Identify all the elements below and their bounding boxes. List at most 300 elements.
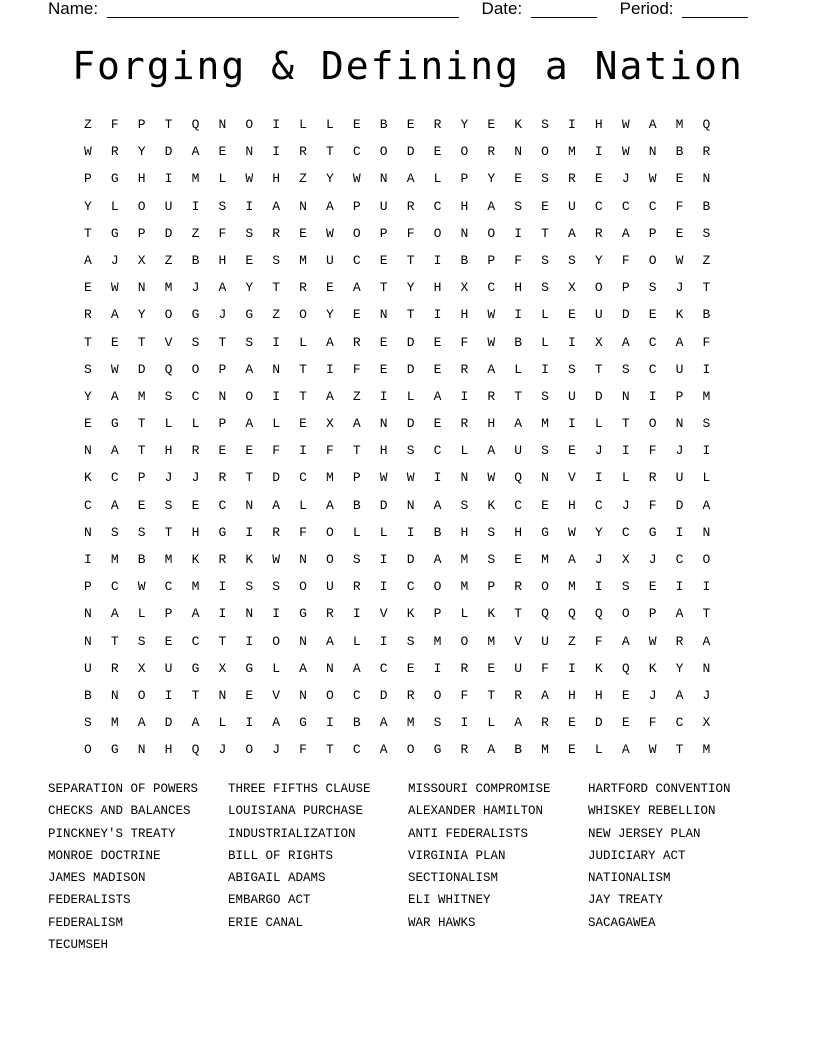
grid-letter[interactable]: M — [299, 252, 307, 268]
grid-letter[interactable]: Y — [487, 171, 496, 187]
grid-letter[interactable]: R — [514, 687, 523, 703]
grid-letter[interactable]: Z — [164, 252, 173, 268]
grid-letter[interactable]: C — [299, 470, 307, 486]
grid-letter[interactable]: A — [487, 443, 496, 459]
grid-letter[interactable]: A — [675, 606, 684, 622]
grid-letter[interactable]: A — [406, 171, 415, 187]
grid-letter[interactable]: M — [191, 579, 200, 595]
grid-letter[interactable]: R — [460, 416, 469, 432]
grid-letter[interactable]: E — [648, 307, 657, 323]
grid-letter[interactable]: N — [245, 606, 254, 622]
grid-letter[interactable]: S — [541, 280, 549, 296]
grid-letter[interactable]: S — [406, 633, 415, 649]
grid-letter[interactable]: W — [568, 524, 576, 540]
grid-letter[interactable]: P — [433, 606, 442, 622]
grid-letter[interactable]: N — [675, 416, 684, 432]
grid-letter[interactable]: B — [702, 307, 711, 323]
grid-letter[interactable]: V — [164, 334, 173, 350]
grid-letter[interactable]: Z — [84, 117, 92, 132]
grid-letter[interactable]: R — [433, 117, 442, 132]
grid-letter[interactable]: M — [164, 280, 173, 296]
grid-letter[interactable]: L — [352, 633, 361, 649]
grid-letter[interactable]: J — [594, 552, 603, 567]
grid-letter[interactable]: U — [164, 198, 173, 214]
grid-letter[interactable]: H — [191, 524, 200, 540]
grid-letter[interactable]: K — [648, 660, 657, 676]
grid-letter[interactable]: D — [675, 497, 684, 513]
grid-letter[interactable]: D — [406, 144, 415, 160]
grid-letter[interactable]: T — [675, 742, 684, 758]
grid-letter[interactable]: A — [621, 225, 630, 241]
grid-letter[interactable]: U — [675, 470, 684, 486]
grid-letter[interactable]: L — [541, 307, 549, 323]
grid-letter[interactable]: S — [272, 579, 281, 595]
grid-letter[interactable]: E — [568, 443, 576, 459]
grid-letter[interactable]: P — [621, 280, 630, 296]
grid-letter[interactable]: C — [218, 497, 227, 513]
grid-letter[interactable]: Q — [191, 117, 200, 132]
grid-letter[interactable]: L — [326, 117, 334, 132]
grid-letter[interactable]: X — [460, 280, 469, 296]
grid-letter[interactable]: F — [514, 252, 523, 268]
grid-letter[interactable]: A — [299, 660, 307, 676]
grid-letter[interactable]: W — [110, 361, 119, 377]
grid-letter[interactable]: W — [487, 334, 496, 350]
grid-letter[interactable]: S — [245, 579, 254, 595]
grid-letter[interactable]: S — [487, 524, 496, 540]
grid-letter[interactable]: N — [541, 470, 549, 486]
grid-letter[interactable]: N — [299, 552, 307, 567]
grid-letter[interactable]: S — [541, 117, 549, 132]
grid-letter[interactable]: K — [675, 307, 684, 323]
grid-letter[interactable]: A — [245, 361, 254, 377]
grid-letter[interactable]: C — [433, 443, 442, 459]
grid-letter[interactable]: K — [84, 470, 92, 486]
grid-letter[interactable]: R — [352, 579, 361, 595]
grid-letter[interactable]: C — [648, 198, 657, 214]
grid-letter[interactable]: H — [164, 443, 173, 459]
grid-letter[interactable]: M — [541, 416, 549, 432]
grid-letter[interactable]: O — [326, 524, 334, 540]
grid-letter[interactable]: F — [675, 198, 684, 214]
grid-letter[interactable]: G — [245, 660, 254, 676]
grid-letter[interactable]: T — [621, 416, 630, 432]
grid-letter[interactable]: H — [460, 524, 469, 540]
grid-letter[interactable]: W — [326, 225, 334, 241]
grid-letter[interactable]: N — [218, 687, 227, 703]
grid-letter[interactable]: O — [460, 144, 469, 160]
grid-letter[interactable]: E — [675, 225, 684, 241]
grid-letter[interactable]: C — [594, 198, 603, 214]
grid-letter[interactable]: M — [460, 579, 469, 595]
grid-letter[interactable]: X — [568, 280, 576, 296]
grid-letter[interactable]: L — [272, 416, 281, 432]
grid-letter[interactable]: A — [110, 307, 119, 323]
grid-letter[interactable]: E — [352, 307, 361, 323]
grid-letter[interactable]: U — [568, 198, 576, 214]
grid-letter[interactable]: W — [379, 470, 388, 486]
grid-letter[interactable]: E — [218, 144, 227, 160]
grid-letter[interactable]: L — [594, 742, 603, 758]
grid-letter[interactable]: P — [218, 361, 227, 377]
grid-letter[interactable]: H — [594, 117, 603, 132]
grid-letter[interactable]: M — [433, 633, 442, 649]
grid-letter[interactable]: S — [702, 416, 711, 432]
grid-letter[interactable]: N — [84, 443, 92, 459]
grid-letter[interactable]: I — [514, 307, 523, 323]
grid-letter[interactable]: W — [675, 252, 684, 268]
grid-letter[interactable]: O — [433, 687, 442, 703]
grid-letter[interactable]: N — [406, 497, 415, 513]
grid-letter[interactable]: M — [406, 715, 415, 731]
grid-letter[interactable]: S — [487, 552, 496, 567]
grid-letter[interactable]: M — [675, 117, 684, 132]
grid-letter[interactable]: B — [137, 552, 146, 567]
grid-letter[interactable]: J — [218, 742, 227, 758]
grid-letter[interactable]: H — [460, 307, 469, 323]
grid-letter[interactable]: I — [433, 660, 442, 676]
grid-letter[interactable]: C — [594, 497, 603, 513]
grid-letter[interactable]: W — [648, 633, 657, 649]
grid-letter[interactable]: S — [272, 252, 281, 268]
grid-letter[interactable]: T — [218, 334, 227, 350]
grid-letter[interactable]: O — [594, 280, 603, 296]
grid-letter[interactable]: N — [84, 633, 92, 649]
grid-letter[interactable]: C — [110, 470, 119, 486]
grid-letter[interactable]: Y — [675, 660, 684, 676]
grid-letter[interactable]: J — [218, 307, 227, 323]
grid-letter[interactable]: L — [406, 388, 415, 404]
grid-letter[interactable]: C — [406, 579, 415, 595]
grid-letter[interactable]: S — [164, 497, 173, 513]
grid-letter[interactable]: S — [568, 252, 576, 268]
grid-letter[interactable]: E — [299, 416, 307, 432]
grid-letter[interactable]: H — [218, 252, 227, 268]
grid-letter[interactable]: S — [245, 225, 254, 241]
grid-letter[interactable]: I — [568, 416, 576, 432]
grid-letter[interactable]: A — [568, 552, 576, 567]
grid-letter[interactable]: R — [272, 524, 281, 540]
grid-letter[interactable]: I — [272, 117, 281, 132]
grid-letter[interactable]: Y — [326, 171, 334, 187]
grid-letter[interactable]: N — [460, 225, 469, 241]
grid-letter[interactable]: R — [541, 715, 549, 731]
grid-letter[interactable]: S — [164, 388, 173, 404]
grid-letter[interactable]: T — [541, 225, 549, 241]
grid-letter[interactable]: A — [326, 334, 334, 350]
grid-letter[interactable]: U — [514, 660, 523, 676]
grid-letter[interactable]: E — [84, 280, 92, 296]
grid-letter[interactable]: R — [299, 144, 307, 160]
grid-letter[interactable]: N — [621, 388, 630, 404]
grid-letter[interactable]: H — [272, 171, 281, 187]
grid-letter[interactable]: M — [164, 552, 173, 567]
grid-letter[interactable]: M — [568, 144, 576, 160]
grid-letter[interactable]: Y — [406, 280, 415, 296]
grid-letter[interactable]: B — [702, 198, 711, 214]
grid-letter[interactable]: N — [245, 497, 254, 513]
grid-letter[interactable]: S — [568, 361, 576, 377]
grid-letter[interactable]: L — [299, 497, 307, 513]
grid-letter[interactable]: L — [541, 334, 549, 350]
grid-letter[interactable]: M — [137, 388, 146, 404]
grid-letter[interactable]: R — [702, 144, 711, 160]
grid-letter[interactable]: H — [137, 171, 146, 187]
grid-letter[interactable]: T — [164, 524, 173, 540]
grid-letter[interactable]: X — [137, 660, 146, 676]
grid-letter[interactable]: A — [352, 660, 361, 676]
grid-letter[interactable]: I — [460, 715, 469, 731]
grid-letter[interactable]: E — [245, 252, 254, 268]
grid-letter[interactable]: R — [487, 388, 496, 404]
grid-letter[interactable]: O — [245, 117, 254, 132]
grid-letter[interactable]: C — [648, 361, 657, 377]
grid-letter[interactable]: A — [675, 334, 684, 350]
grid-letter[interactable]: L — [460, 606, 469, 622]
grid-letter[interactable]: A — [702, 633, 711, 649]
grid-letter[interactable]: R — [460, 361, 469, 377]
grid-letter[interactable]: B — [191, 252, 200, 268]
grid-letter[interactable]: F — [299, 524, 307, 540]
grid-letter[interactable]: G — [245, 307, 254, 323]
grid-letter[interactable]: I — [433, 252, 442, 268]
grid-letter[interactable]: Y — [84, 198, 92, 214]
grid-letter[interactable]: L — [218, 171, 227, 187]
grid-letter[interactable]: I — [675, 579, 684, 595]
grid-letter[interactable]: L — [433, 171, 442, 187]
grid-letter[interactable]: G — [541, 524, 549, 540]
grid-letter[interactable]: D — [406, 334, 415, 350]
grid-letter[interactable]: S — [84, 715, 92, 731]
grid-letter[interactable]: W — [487, 307, 496, 323]
grid-letter[interactable]: L — [137, 606, 146, 622]
grid-letter[interactable]: L — [218, 715, 227, 731]
grid-letter[interactable]: J — [110, 252, 119, 268]
grid-letter[interactable]: E — [191, 497, 200, 513]
grid-letter[interactable]: P — [648, 225, 657, 241]
grid-letter[interactable]: Y — [594, 252, 603, 268]
grid-letter[interactable]: E — [299, 225, 307, 241]
grid-letter[interactable]: U — [675, 361, 684, 377]
grid-letter[interactable]: Y — [460, 117, 469, 132]
grid-letter[interactable]: B — [84, 687, 92, 703]
grid-letter[interactable]: C — [352, 252, 361, 268]
grid-letter[interactable]: Y — [594, 524, 603, 540]
grid-letter[interactable]: A — [648, 117, 657, 132]
date-blank[interactable] — [531, 2, 597, 18]
grid-letter[interactable]: M — [110, 552, 119, 567]
grid-letter[interactable]: H — [487, 416, 496, 432]
grid-letter[interactable]: J — [648, 552, 657, 567]
grid-letter[interactable]: I — [594, 470, 603, 486]
grid-letter[interactable]: I — [164, 171, 173, 187]
grid-letter[interactable]: Y — [137, 144, 146, 160]
grid-letter[interactable]: A — [487, 742, 496, 758]
period-blank[interactable] — [682, 2, 748, 18]
grid-letter[interactable]: E — [164, 633, 173, 649]
grid-letter[interactable]: S — [110, 524, 119, 540]
grid-letter[interactable]: C — [487, 280, 496, 296]
grid-letter[interactable]: I — [379, 579, 388, 595]
grid-letter[interactable]: L — [352, 524, 361, 540]
grid-letter[interactable]: O — [379, 144, 388, 160]
grid-letter[interactable]: N — [272, 361, 281, 377]
grid-letter[interactable]: T — [594, 361, 603, 377]
grid-letter[interactable]: E — [648, 579, 657, 595]
grid-letter[interactable]: N — [299, 633, 307, 649]
grid-letter[interactable]: I — [272, 334, 281, 350]
grid-letter[interactable]: A — [675, 687, 684, 703]
grid-letter[interactable]: I — [272, 144, 281, 160]
grid-letter[interactable]: R — [675, 633, 684, 649]
grid-letter[interactable]: W — [621, 144, 630, 160]
grid-letter[interactable]: D — [594, 388, 603, 404]
grid-letter[interactable]: K — [191, 552, 200, 567]
grid-letter[interactable]: Q — [594, 606, 603, 622]
grid-letter[interactable]: A — [272, 198, 281, 214]
grid-letter[interactable]: I — [702, 361, 711, 377]
grid-letter[interactable]: L — [299, 334, 307, 350]
grid-letter[interactable]: A — [110, 443, 119, 459]
grid-letter[interactable]: O — [702, 552, 711, 567]
grid-letter[interactable]: A — [245, 416, 254, 432]
grid-letter[interactable]: E — [379, 361, 388, 377]
grid-letter[interactable]: D — [406, 416, 415, 432]
grid-letter[interactable]: T — [514, 388, 523, 404]
grid-letter[interactable]: I — [675, 524, 684, 540]
grid-letter[interactable]: L — [702, 470, 711, 486]
grid-letter[interactable]: H — [433, 280, 442, 296]
grid-letter[interactable]: B — [433, 524, 442, 540]
grid-letter[interactable]: A — [568, 225, 576, 241]
grid-letter[interactable]: W — [648, 171, 657, 187]
grid-letter[interactable]: Z — [568, 633, 576, 649]
grid-letter[interactable]: T — [702, 606, 711, 622]
grid-letter[interactable]: D — [406, 361, 415, 377]
grid-letter[interactable]: R — [218, 552, 227, 567]
grid-letter[interactable]: I — [245, 524, 254, 540]
grid-letter[interactable]: U — [84, 660, 92, 676]
grid-letter[interactable]: H — [164, 742, 173, 758]
grid-letter[interactable]: O — [541, 579, 549, 595]
grid-letter[interactable]: S — [702, 225, 711, 241]
grid-letter[interactable]: R — [648, 470, 657, 486]
grid-letter[interactable]: I — [460, 388, 469, 404]
grid-letter[interactable]: T — [379, 280, 388, 296]
grid-letter[interactable]: B — [675, 144, 684, 160]
grid-letter[interactable]: S — [541, 171, 549, 187]
grid-letter[interactable]: P — [137, 470, 146, 486]
grid-letter[interactable]: G — [110, 171, 119, 187]
grid-letter[interactable]: D — [164, 144, 173, 160]
grid-letter[interactable]: M — [541, 552, 549, 567]
grid-letter[interactable]: X — [594, 334, 603, 350]
grid-letter[interactable]: Y — [245, 280, 254, 296]
grid-letter[interactable]: W — [648, 742, 657, 758]
grid-letter[interactable]: U — [514, 443, 523, 459]
grid-letter[interactable]: A — [84, 252, 92, 268]
grid-letter[interactable]: Q — [164, 361, 173, 377]
grid-letter[interactable]: I — [164, 687, 173, 703]
grid-letter[interactable]: L — [487, 715, 496, 731]
grid-letter[interactable]: O — [648, 416, 657, 432]
grid-letter[interactable]: T — [84, 334, 92, 350]
grid-letter[interactable]: E — [433, 361, 442, 377]
grid-letter[interactable]: E — [487, 660, 496, 676]
grid-letter[interactable]: P — [675, 388, 684, 404]
grid-letter[interactable]: T — [702, 280, 711, 296]
grid-letter[interactable]: S — [621, 361, 630, 377]
grid-letter[interactable]: K — [487, 606, 496, 622]
grid-letter[interactable]: A — [191, 144, 200, 160]
grid-letter[interactable]: C — [514, 497, 523, 513]
grid-letter[interactable]: E — [245, 443, 254, 459]
grid-letter[interactable]: C — [191, 633, 200, 649]
grid-letter[interactable]: G — [110, 742, 119, 758]
grid-letter[interactable]: D — [137, 361, 146, 377]
grid-letter[interactable]: G — [433, 742, 442, 758]
grid-letter[interactable]: I — [568, 660, 576, 676]
grid-letter[interactable]: F — [406, 225, 415, 241]
grid-letter[interactable]: W — [110, 280, 119, 296]
grid-letter[interactable]: I — [218, 579, 227, 595]
grid-letter[interactable]: R — [84, 307, 92, 323]
grid-letter[interactable]: A — [541, 687, 549, 703]
grid-letter[interactable]: C — [433, 198, 442, 214]
grid-letter[interactable]: B — [514, 742, 523, 758]
grid-letter[interactable]: A — [487, 361, 496, 377]
grid-letter[interactable]: I — [621, 443, 630, 459]
grid-letter[interactable]: E — [352, 117, 361, 132]
grid-letter[interactable]: I — [541, 361, 549, 377]
grid-letter[interactable]: I — [245, 198, 254, 214]
grid-letter[interactable]: I — [352, 606, 361, 622]
grid-letter[interactable]: O — [299, 307, 307, 323]
grid-letter[interactable]: W — [272, 552, 281, 567]
grid-letter[interactable]: N — [299, 198, 307, 214]
grid-letter[interactable]: J — [594, 443, 603, 459]
grid-letter[interactable]: R — [218, 470, 227, 486]
grid-letter[interactable]: N — [514, 144, 523, 160]
grid-letter[interactable]: S — [460, 497, 469, 513]
grid-letter[interactable]: R — [352, 334, 361, 350]
grid-letter[interactable]: A — [487, 198, 496, 214]
grid-letter[interactable]: T — [487, 687, 496, 703]
grid-letter[interactable]: A — [379, 742, 388, 758]
grid-letter[interactable]: A — [326, 633, 334, 649]
grid-letter[interactable]: E — [568, 742, 576, 758]
grid-letter[interactable]: E — [568, 715, 576, 731]
grid-letter[interactable]: P — [648, 606, 657, 622]
grid-letter[interactable]: J — [702, 687, 711, 703]
grid-letter[interactable]: N — [702, 524, 711, 540]
grid-letter[interactable]: I — [568, 334, 576, 350]
grid-letter[interactable]: O — [164, 307, 173, 323]
grid-letter[interactable]: T — [406, 252, 415, 268]
grid-letter[interactable]: I — [648, 388, 657, 404]
grid-letter[interactable]: G — [218, 524, 227, 540]
grid-letter[interactable]: A — [272, 715, 281, 731]
grid-letter[interactable]: E — [326, 280, 334, 296]
grid-letter[interactable]: E — [137, 497, 146, 513]
grid-letter[interactable]: P — [84, 579, 92, 595]
grid-letter[interactable]: A — [110, 497, 119, 513]
grid-letter[interactable]: L — [164, 416, 173, 432]
grid-letter[interactable]: F — [460, 687, 469, 703]
grid-letter[interactable]: N — [218, 388, 227, 404]
grid-letter[interactable]: P — [460, 171, 469, 187]
grid-letter[interactable]: S — [352, 552, 361, 567]
